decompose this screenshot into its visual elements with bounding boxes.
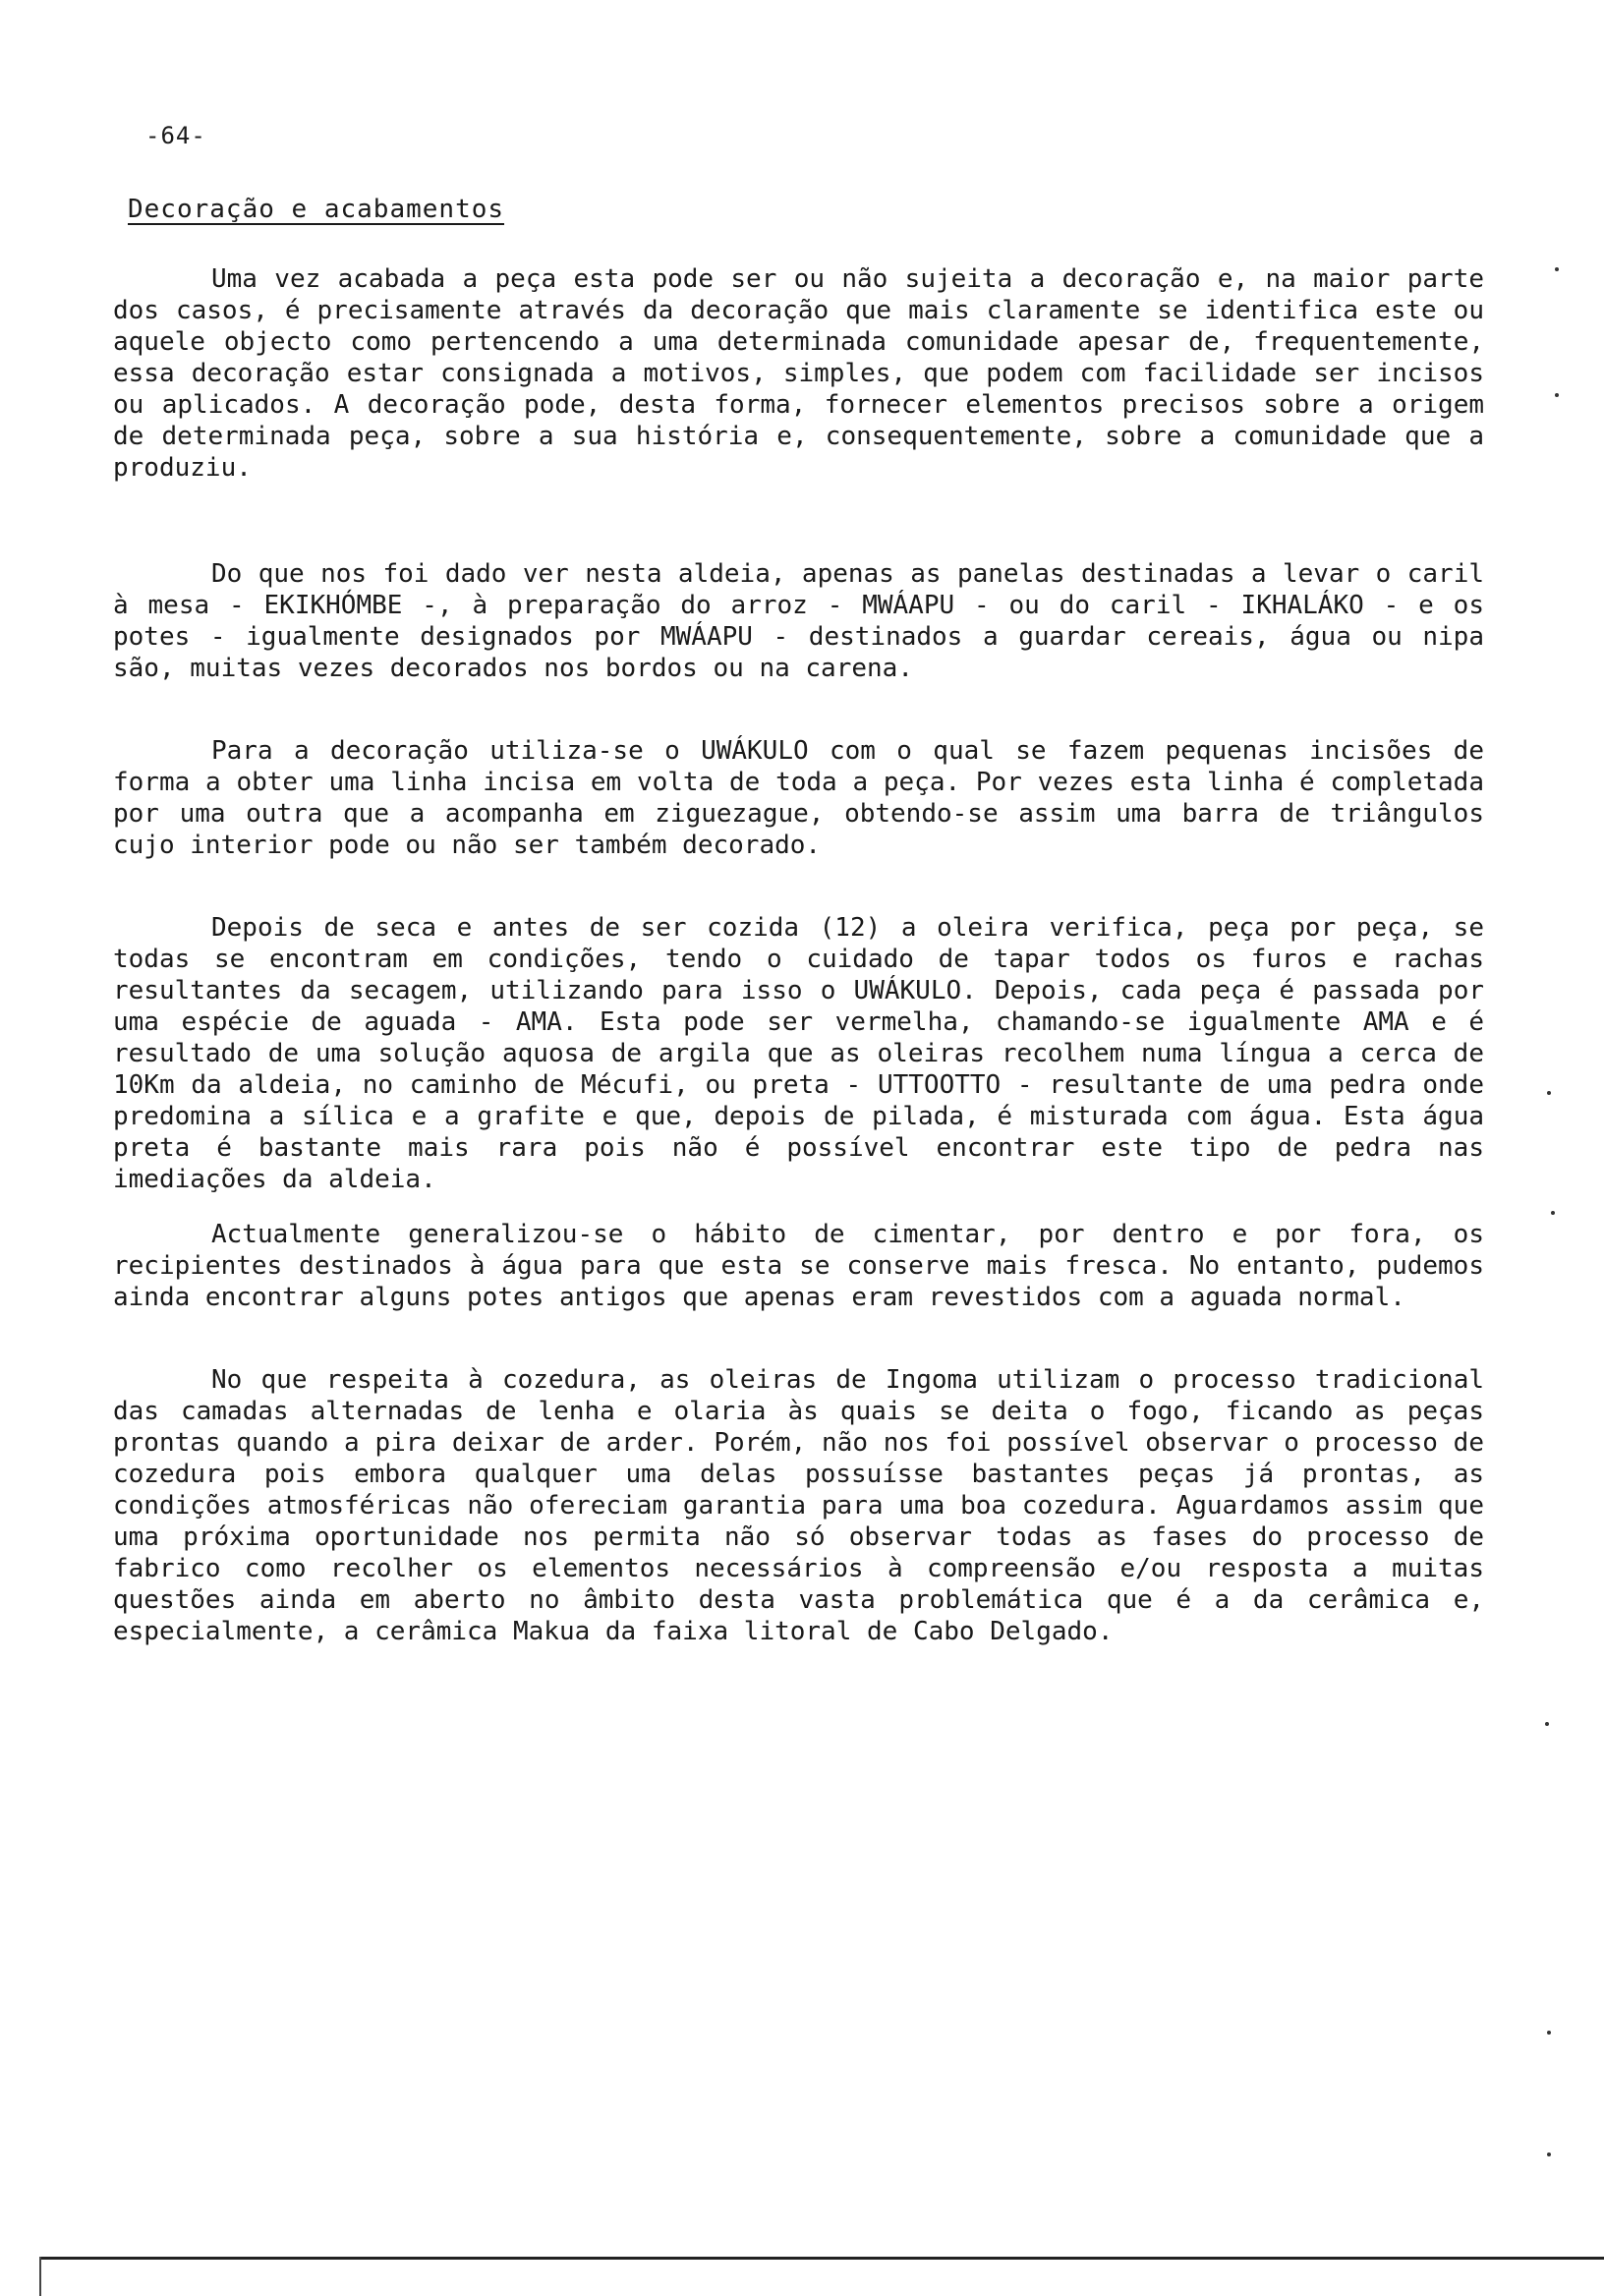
section-heading: Decoração e acabamentos: [128, 195, 505, 224]
paragraph-5: Actualmente generalizou-se o hábito de cimentar, por dentro e por fora, os recipientes destinados à água para que esta se conserve mais fresca. No entanto, pudemos ainda encontrar alguns potes antigos que apenas eram revestidos com a aguada normal.: [113, 1220, 1484, 1312]
scan-speck: [1547, 2031, 1551, 2035]
scan-speck: [1547, 2152, 1551, 2156]
bottom-rule: [39, 2257, 1604, 2260]
page-number: -64-: [145, 122, 206, 149]
scan-speck: [1547, 1091, 1551, 1095]
scan-speck: [1551, 1211, 1555, 1215]
paragraph-6: No que respeita à cozedura, as oleiras de Ingoma utilizam o processo tradicional das camadas alternadas de lenha e olaria às quais se deita o fogo, ficando as peças prontas quando a pira deixar de arder. Porém, não nos foi possível observar o processo de cozedura pois embora qualquer uma delas possuísse bastantes peças já prontas, as condições atmosféricas não ofereciam garantia para uma boa cozedura. Aguardamos assim que uma próxima oportunidade nos permita não só observar todas as fases do processo de fabrico como recolher os elementos necessários à compreensão e/ou resposta a muitas questões ainda em aberto no âmbito desta vasta problemática que é a da cerâmica e, especialmente, a cerâmica Makua da faixa litoral de Cabo Delgado.: [113, 1365, 1484, 1646]
paragraph-3: Para a decoração utiliza-se o UWÁKULO com o qual se fazem pequenas incisões de forma a obter uma linha incisa em volta de toda a peça. Por vezes esta linha é completada por uma outra que a acompanha em ziguezague, obtendo-se assim uma barra de triângulos cujo interior pode ou não ser também decorado.: [113, 736, 1484, 860]
paragraph-1: Uma vez acabada a peça esta pode ser ou não sujeita a decoração e, na maior parte dos casos, é precisamente através da decoração que mais claramente se identifica este ou aquele objecto como pertencendo a uma determinada comunidade apesar de, frequentemente, essa decoração estar consignada a motivos, simples, que podem com facilidade ser incisos ou aplicados. A decoração pode, desta forma, fornecer elementos precisos sobre a origem de determinada peça, sobre a sua história e, consequentemente, sobre a comunidade que a produziu.: [113, 264, 1484, 483]
scan-speck: [1555, 267, 1559, 271]
binding-rule: [39, 2257, 41, 2296]
scan-speck: [1555, 393, 1559, 397]
paragraph-2: Do que nos foi dado ver nesta aldeia, apenas as panelas destinadas a levar o caril à mesa - EKIKHÓMBE -, à preparação do arroz - MWÁAPU - ou do caril - IKHALÁKO - e os potes - igualmente designados por MWÁAPU - destinados a guardar cereais, água ou nipa são, muitas vezes decorados nos bordos ou na carena.: [113, 559, 1484, 683]
paragraph-4: Depois de seca e antes de ser cozida (12) a oleira verifica, peça por peça, se todas se encontram em condições, tendo o cuidado de tapar todos os furos e rachas resultantes da secagem, utilizando para isso o UWÁKULO. Depois, cada peça é passada por uma espécie de aguada - AMA. Esta pode ser vermelha, chamando-se igualmente AMA e é resultado de uma solução aquosa de argila que as oleiras recolhem numa língua a cerca de 10Km da aldeia, no caminho de Mécufi, ou preta - UTTOOTTO - resultante de uma pedra onde predomina a sílica e a grafite e que, depois de pilada, é misturada com água. Esta água preta é bastante mais rara pois não é possível encontrar este tipo de pedra nas imediações da aldeia.: [113, 913, 1484, 1194]
scan-speck: [1545, 1722, 1549, 1726]
